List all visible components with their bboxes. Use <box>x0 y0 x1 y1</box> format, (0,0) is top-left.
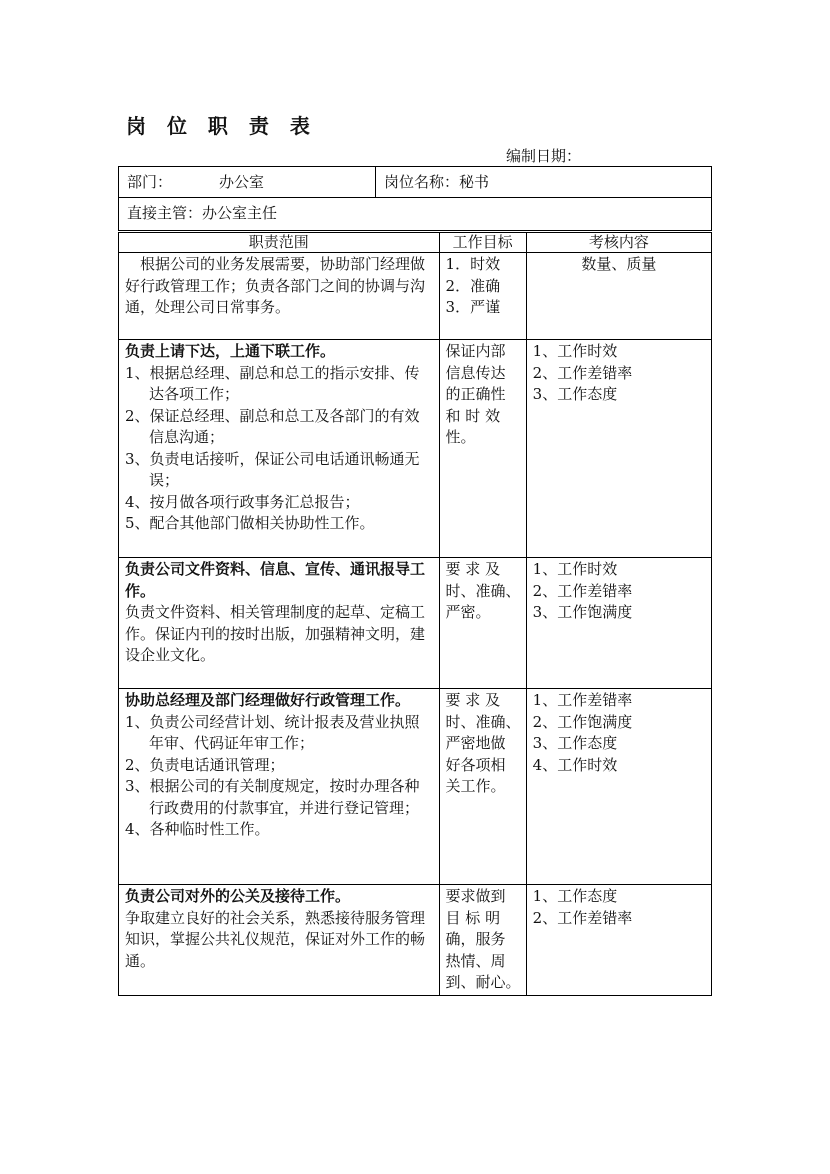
section-heading: 负责公司文件资料、信息、宣传、通讯报导工作。 <box>125 560 426 600</box>
assessment-line: 1、工作时效 <box>532 560 618 578</box>
target-line: 2．准确 <box>445 276 501 295</box>
target-line: 要 求 及 <box>445 560 501 578</box>
assessment-line: 3、工作态度 <box>532 385 618 403</box>
target-line: 严密。 <box>445 603 491 621</box>
duty-scope-cell <box>119 689 440 885</box>
assessment-cell <box>526 558 711 689</box>
target-cell <box>439 340 526 558</box>
duty-scope-cell <box>119 885 440 996</box>
header-row-dept <box>118 166 712 198</box>
target-line: 热情、周 <box>445 951 506 970</box>
target-line: 性。 <box>445 428 476 446</box>
list-item: 4、按月做各项行政事务汇总报告； <box>125 492 360 511</box>
section-body: 负责文件资料、相关管理制度的起草、定稿工作。保证内刊的按时出版，加强精神文明，建设企业文化。 <box>125 603 426 664</box>
summary-text: 根据公司的业务发展需要，协助部门经理做好行政管理工作；负责各部门之间的协调与沟通，处理公司日常事务。 <box>125 255 426 316</box>
target-line: 信息传达 <box>445 363 506 382</box>
list-item: 5、配合其他部门做相关协助性工作。 <box>125 514 375 532</box>
duty-scope-cell <box>119 340 440 558</box>
list-item: 1、负责公司经营计划、统计报表及营业执照年审、代码证年审工作； <box>125 712 420 752</box>
assessment-line: 4、工作时效 <box>532 755 618 774</box>
assessment-line: 2、工作差错率 <box>532 581 633 600</box>
target-line: 到、耐心。 <box>445 973 521 991</box>
duty-scope-cell <box>119 253 440 340</box>
list-item: 1、根据总经理、副总和总工的指示安排、传达各项工作； <box>125 363 420 403</box>
list-item: 2、负责电话通讯管理； <box>125 755 285 774</box>
target-line: 好各项相 <box>445 755 506 774</box>
section-heading: 负责上请下达，上通下联工作。 <box>125 342 336 360</box>
target-cell <box>439 558 526 689</box>
target-line: 时、准确、 <box>445 581 521 600</box>
page-title: 岗 位 职 责 表 <box>126 114 317 138</box>
assessment-cell <box>526 885 711 996</box>
supervisor-cell: 直接主管：办公室主任 <box>118 197 712 231</box>
assessment-line: 1、工作态度 <box>532 887 618 905</box>
assessment-line: 1、工作时效 <box>532 342 618 360</box>
table-row <box>119 558 712 689</box>
target-cell <box>439 253 526 340</box>
assessment-line: 3、工作态度 <box>532 734 618 752</box>
duties-table <box>118 232 712 996</box>
column-header-scope: 职责范围 <box>119 233 440 253</box>
assessment-line: 3、工作饱满度 <box>532 603 633 621</box>
target-cell <box>439 689 526 885</box>
assessment-line: 2、工作差错率 <box>532 908 633 927</box>
dept-label: 部门： <box>127 173 173 191</box>
section-heading: 负责公司对外的公关及接待工作。 <box>125 887 351 905</box>
list-item: 2、保证总经理、副总和总工及各部门的有效信息沟通； <box>125 406 420 446</box>
table-header-row <box>119 233 712 253</box>
target-line: 要 求 及 <box>445 691 501 709</box>
list-item: 3、根据公司的有关制度规定，按时办理各种行政费用的付款事宜，并进行登记管理； <box>125 777 420 817</box>
target-line: 的正确性 <box>445 385 506 403</box>
assessment-line: 1、工作差错率 <box>532 691 633 709</box>
assessment-line: 数量、质量 <box>581 255 657 273</box>
target-line: 目 标 明 <box>445 908 501 927</box>
assessment-cell <box>526 340 711 558</box>
target-line: 保证内部 <box>445 342 506 360</box>
column-header-assessment: 考核内容 <box>526 233 711 253</box>
target-line: 严密地做 <box>445 734 506 752</box>
target-line: 时、准确、 <box>445 712 521 731</box>
target-line: 确，服务 <box>445 930 506 948</box>
table-row <box>119 885 712 996</box>
date-label: 编制日期： <box>506 147 582 165</box>
duty-scope-cell <box>119 558 440 689</box>
list-item: 3、负责电话接听，保证公司电话通讯畅通无误； <box>125 449 420 489</box>
target-line: 和 时 效 <box>445 406 501 425</box>
position-cell: 岗位名称：秘书 <box>384 173 490 191</box>
target-line: 3．严谨 <box>445 298 501 316</box>
table-row <box>119 689 712 885</box>
section-heading: 协助总经理及部门经理做好行政管理工作。 <box>125 691 411 709</box>
dept-cell <box>119 167 376 197</box>
table-row <box>119 340 712 558</box>
column-header-target: 工作目标 <box>439 233 526 253</box>
assessment-line: 2、工作饱满度 <box>532 712 633 731</box>
table-row <box>119 253 712 340</box>
list-item: 4、各种临时性工作。 <box>125 820 270 838</box>
assessment-cell <box>526 253 711 340</box>
target-cell <box>439 885 526 996</box>
section-body: 争取建立良好的社会关系，熟悉接待服务管理知识，掌握公共礼仪规范，保证对外工作的畅通。 <box>125 908 426 970</box>
target-line: 要求做到 <box>445 887 506 905</box>
target-line: 1．时效 <box>445 255 501 273</box>
assessment-cell <box>526 689 711 885</box>
target-line: 关工作。 <box>445 777 506 795</box>
assessment-line: 2、工作差错率 <box>532 363 633 382</box>
dept-value: 办公室 <box>219 173 265 191</box>
